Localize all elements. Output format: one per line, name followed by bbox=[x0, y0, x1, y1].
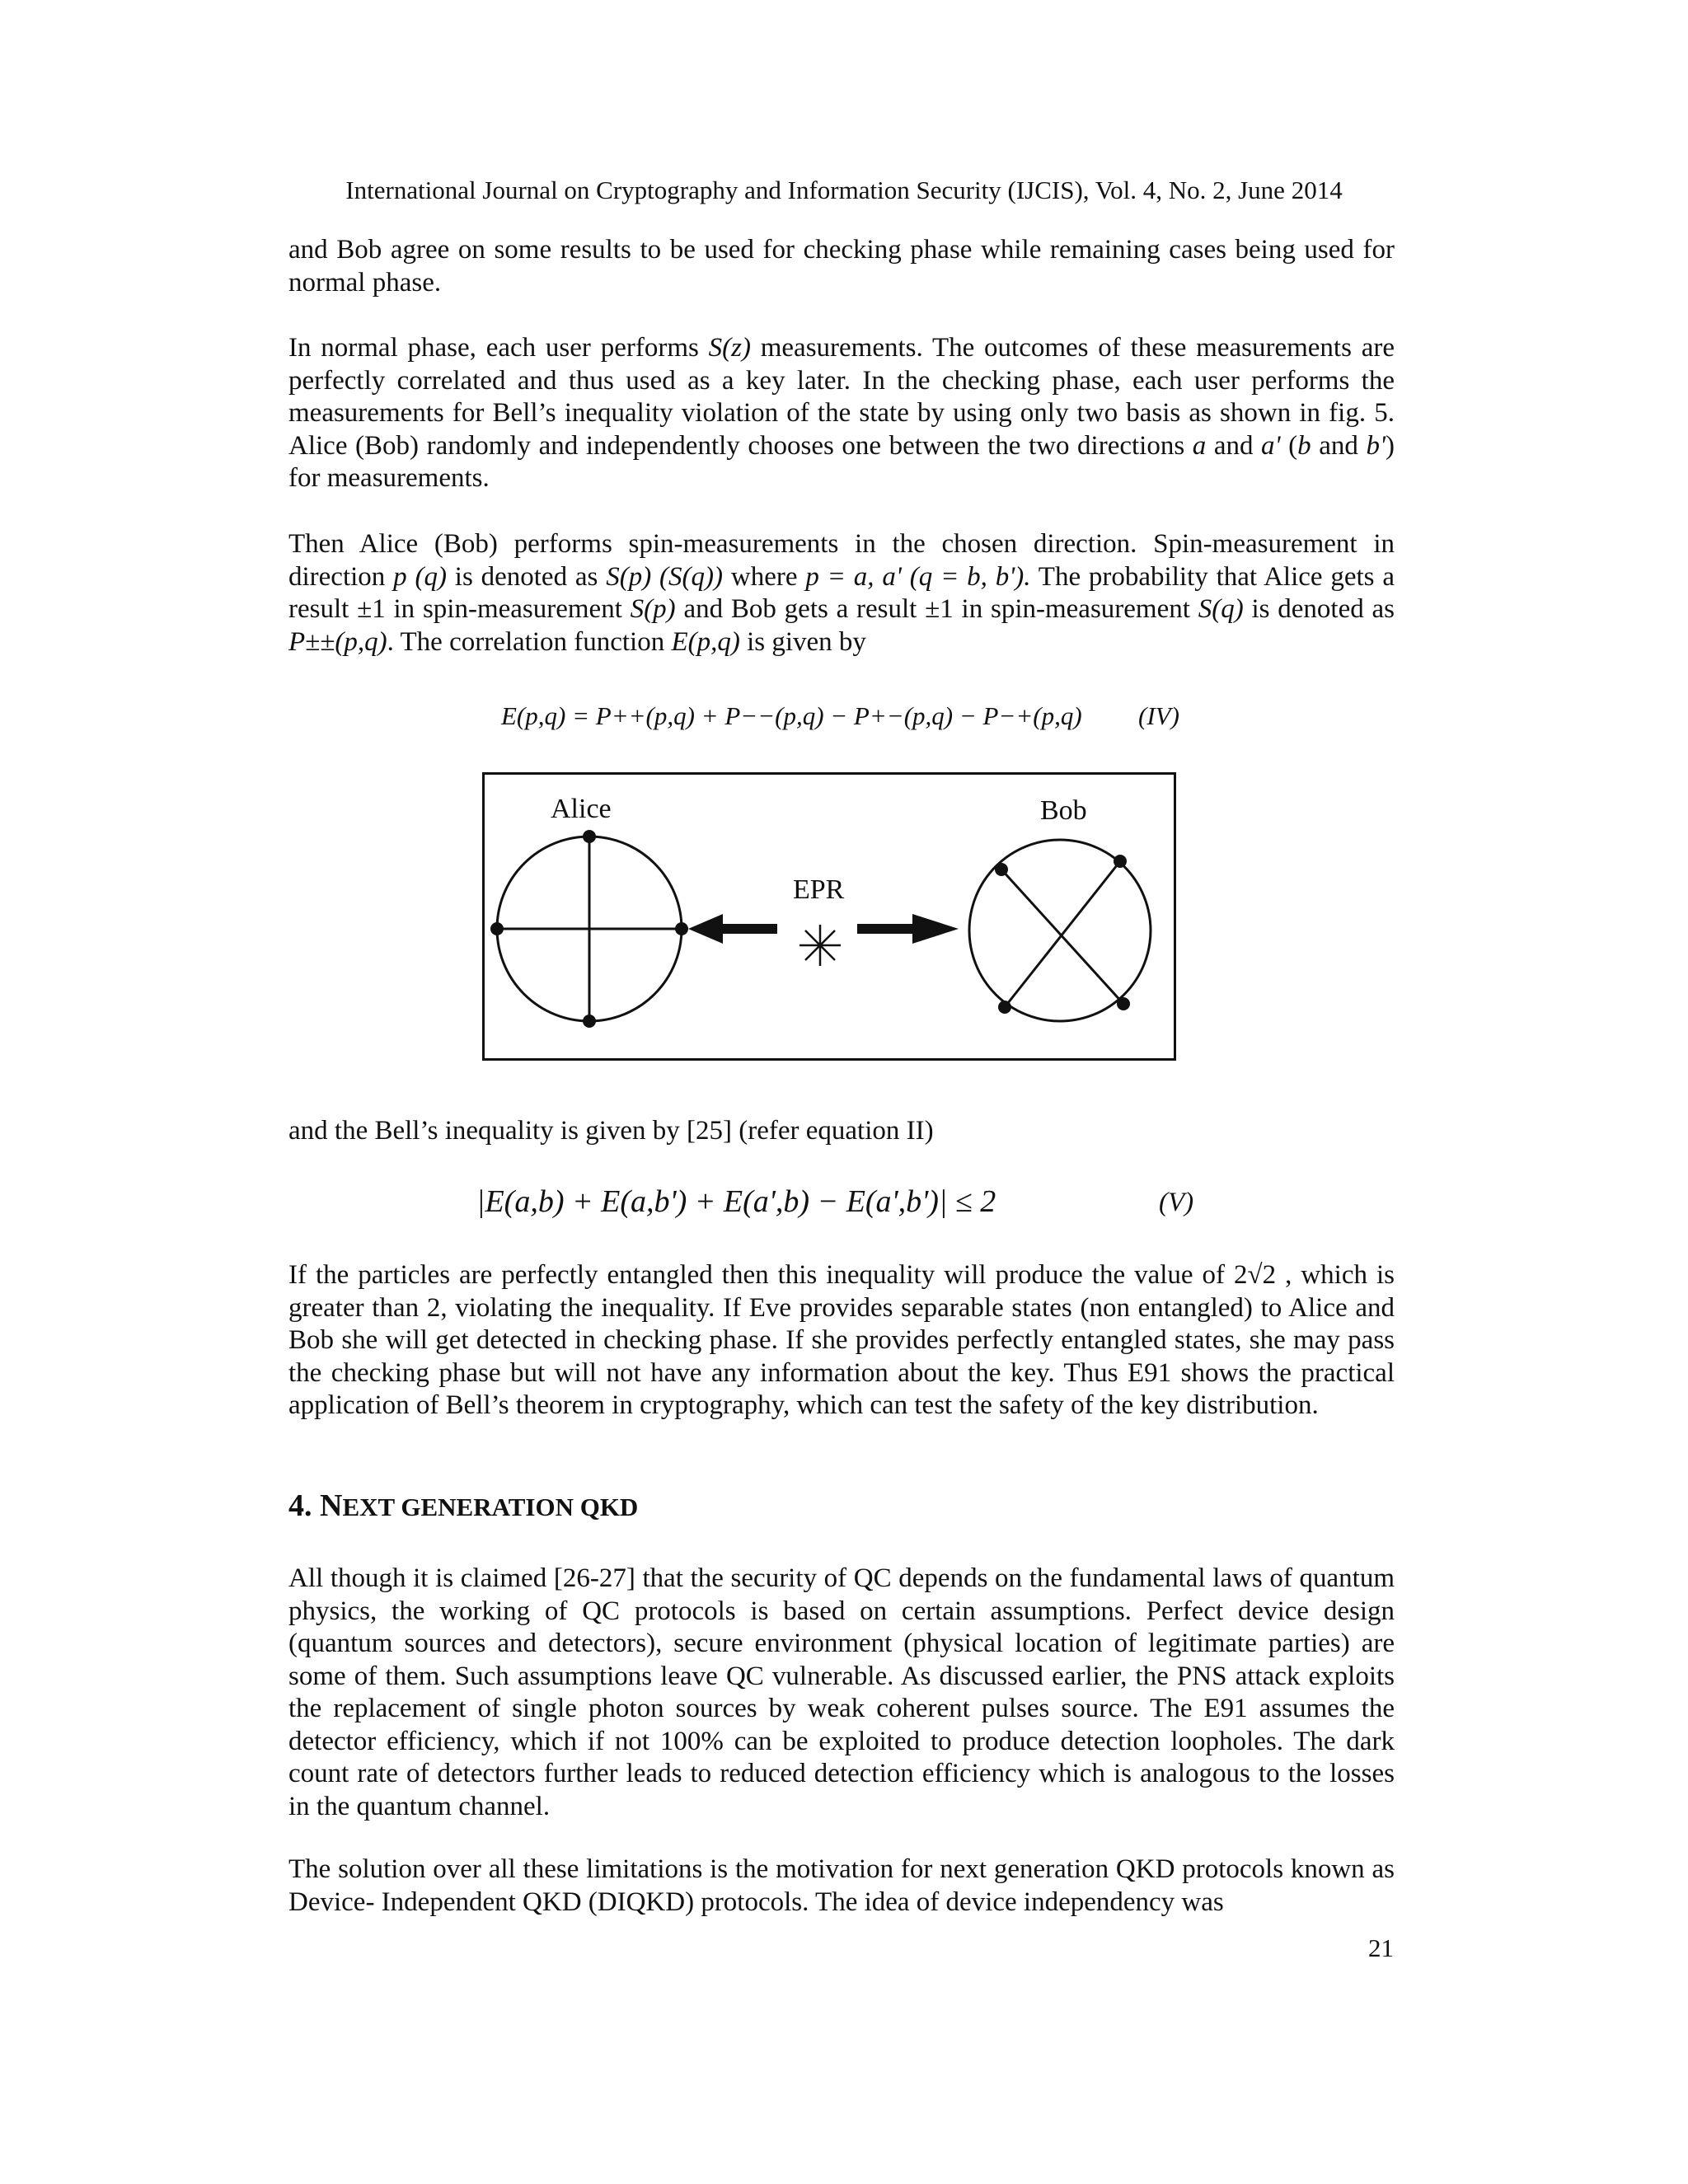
text-run: . The correlation function bbox=[387, 626, 672, 657]
math-epq: E(p,q) bbox=[671, 626, 740, 657]
section-title-first: N bbox=[320, 1488, 343, 1523]
math-spq: S(p) (S(q)) bbox=[606, 561, 724, 592]
text-run: and bbox=[1311, 430, 1367, 461]
text-run: ) for measurements. bbox=[288, 430, 1395, 493]
math-values: p = a, a' (q = b, b'). bbox=[805, 561, 1031, 592]
math-a-prime: a' bbox=[1261, 430, 1281, 461]
equation-v: |E(a,b) + E(a,b') + E(a',b) − E(a',b')| ≤ 2 bbox=[476, 1184, 996, 1219]
page-number: 21 bbox=[1368, 1933, 1394, 1962]
math-sq: S(q) bbox=[1198, 594, 1244, 624]
equation-v-number: (V) bbox=[1159, 1188, 1194, 1217]
running-header: International Journal on Cryptography and Information Security (IJCIS), Vol. 4, No. 2, June 2014 bbox=[345, 176, 1343, 204]
section-title-rest: EXT GENERATION QKD bbox=[342, 1493, 639, 1521]
text-run: and Bob gets a result ±1 in spin-measurement bbox=[675, 594, 1198, 624]
math-two-root-two: 2√2 bbox=[1234, 1260, 1277, 1290]
alice-label: Alice bbox=[551, 794, 612, 824]
text-run: , which is greater than 2, violating the inequality. If Eve provides separable states (non entangled) to Alice and Bob she will get detected in checking phase. If she provides perfectly entangled states, she may pass the checking phase but will not have any information about the key. Thus E91 shows the practical application of Bell’s theorem in cryptography, which can test the safety of the key distribution. bbox=[288, 1260, 1395, 1420]
epr-source-star-icon bbox=[799, 925, 841, 966]
paragraph-5 bbox=[288, 1259, 1395, 1422]
section-number: 4. bbox=[288, 1488, 312, 1523]
math-b-prime: b' bbox=[1366, 430, 1386, 461]
equation-iv-number: (IV) bbox=[1138, 701, 1179, 730]
text-run: and bbox=[1206, 430, 1262, 461]
math-a: a bbox=[1192, 430, 1207, 461]
text-run: Then Alice (Bob) performs spin-measurements in the chosen direction. Spin-measurement in direction bbox=[288, 529, 1395, 592]
paragraph-1: and Bob agree on some results to be used for checking phase while remaining cases being used for normal phase. bbox=[288, 235, 1395, 298]
bob-label: Bob bbox=[1040, 795, 1087, 826]
math-b: b bbox=[1297, 430, 1311, 461]
text-run: If the particles are perfectly entangled then this inequality will produce the value of bbox=[288, 1260, 1234, 1290]
text-run: measurements. The outcomes of these measurements are perfectly correlated and thus used as a key later. In the checking phase, each user performs the measurements for Bell’s inequality violation of the state by using only two basis as shown in fig. 5. Alice (Bob) randomly and independently chooses one between the two directions bbox=[288, 333, 1395, 461]
alice-basis-icon bbox=[497, 837, 682, 1021]
paragraph-3 bbox=[288, 528, 1395, 658]
paragraph-7: The solution over all these limitations is the motivation for next generation QKD protocols known as Device- Independent QKD (DIQKD) protocols. The idea of device independency was bbox=[288, 1854, 1395, 1917]
section-heading bbox=[288, 1488, 638, 1524]
paragraph-2 bbox=[288, 332, 1395, 495]
text-run: The probability that Alice gets a result ±1 in spin-measurement bbox=[288, 561, 1395, 624]
text-run: is given by bbox=[739, 626, 866, 657]
text-run: ( bbox=[1280, 430, 1298, 461]
text-run: In normal phase, each user performs bbox=[288, 333, 709, 363]
math-sz: S(z) bbox=[708, 333, 751, 363]
math-pq: p (q) bbox=[393, 561, 447, 592]
text-run: is denoted as bbox=[446, 561, 607, 592]
math-sp: S(p) bbox=[630, 594, 676, 624]
equation-iv: E(p,q) = P++(p,q) + P−−(p,q) − P+−(p,q) − P−+(p,q) bbox=[501, 701, 1082, 730]
e91-figure bbox=[482, 772, 1176, 1061]
epr-label: EPR bbox=[793, 874, 845, 905]
text-run: is denoted as bbox=[1243, 594, 1395, 624]
math-ppm: P±±(p,q) bbox=[288, 626, 387, 657]
text-run: where bbox=[723, 561, 806, 592]
paragraph-6: All though it is claimed [26-27] that the security of QC depends on the fundamental laws of quantum physics, the working of QC protocols is based on certain assumptions. Perfect device design (quantum sources and detectors), secure environment (physical location of legitimate parties) are some of them. Such assumptions leave QC vulnerable. As discussed earlier, the PNS attack exploits the replacement of single photon sources by weak coherent pulses source. The E91 assumes the detector efficiency, which if not 100% can be exploited to produce detection loopholes. The dark count rate of detectors further leads to reduced detection efficiency which is analogous to the losses in the quantum channel. bbox=[288, 1563, 1395, 1821]
paragraph-4: and the Bell’s inequality is given by [25] (refer equation II) bbox=[288, 1116, 934, 1146]
